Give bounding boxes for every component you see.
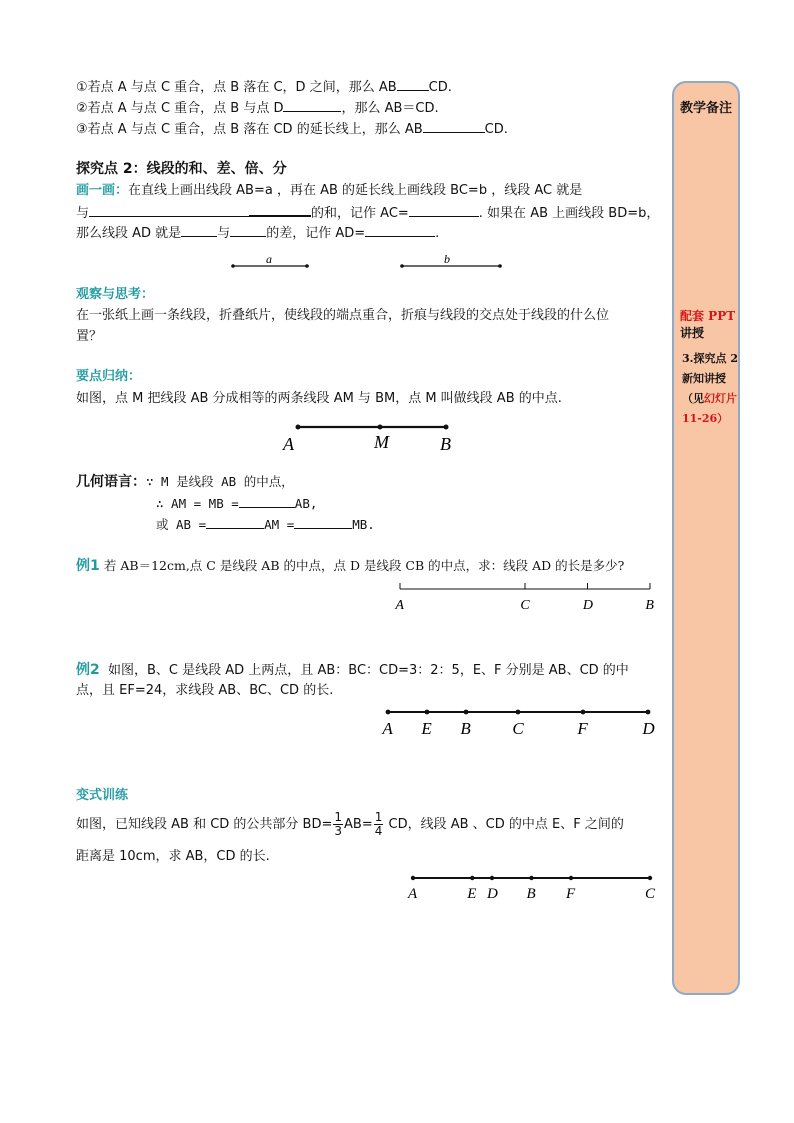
question-2: ②若点 A 与点 C 重合，点 B 与点 D ，那么 AB＝CD.: [76, 101, 439, 116]
variant-figure: [400, 868, 665, 904]
ppt-note: 配套 PPT讲授: [680, 309, 736, 340]
point-a: [386, 710, 391, 715]
segment-b-label: b: [444, 252, 450, 266]
point-f: [581, 710, 586, 715]
label-d: D: [642, 719, 655, 738]
label-c: C: [520, 598, 530, 613]
answer-blank[interactable]: [397, 78, 429, 91]
section-title-summary: 要点归纳：: [76, 369, 142, 384]
label-a: A: [408, 886, 418, 902]
answer-blank[interactable]: [249, 203, 311, 217]
label-c: C: [645, 886, 656, 902]
label-d: D: [487, 886, 498, 902]
slide-note: 3.探究点 2 新知讲授 （见幻灯片 11-26）: [682, 352, 738, 425]
point-d: [490, 876, 494, 880]
section-title-explore-2: 探究点 2：线段的和、差、倍、分: [76, 161, 287, 177]
answer-blank[interactable]: [230, 224, 266, 237]
draw-line-1: 画一画：在直线上画出线段 AB=a ，再在 AB 的延长线上画线段 BC=b ，线段 AC 就是: [76, 183, 583, 198]
label-b: B: [440, 434, 451, 454]
answer-blank[interactable]: [283, 99, 341, 112]
label-b: B: [645, 598, 654, 613]
point-c: [516, 710, 521, 715]
label-b: B: [460, 719, 471, 738]
answer-blank[interactable]: [239, 495, 295, 508]
label-a: A: [382, 719, 393, 738]
example-2-line-1: 例2 如图，B、C 是线段 AD 上两点，且 AB：BC：CD=3：2：5，E、F 分别是 AB、CD 的中: [76, 662, 629, 678]
answer-blank[interactable]: [206, 516, 264, 529]
point-e: [425, 710, 430, 715]
teaching-notes-panel: [672, 81, 740, 995]
segment-b-start: [400, 264, 404, 268]
point-a: [296, 425, 301, 430]
section-title-variant: 变式训练: [76, 788, 129, 803]
point-b: [444, 425, 449, 430]
section-title-observe: 观察与思考：: [76, 287, 155, 302]
fraction-one-quarter: $\frac{1}{4}$: [374, 810, 383, 838]
label-m: M: [374, 432, 389, 452]
label-d: D: [582, 598, 594, 613]
point-d: [646, 710, 651, 715]
point-e: [470, 876, 474, 880]
label-f: F: [577, 719, 588, 738]
question-1: ①若点 A 与点 C 重合，点 B 落在 C，D 之间，那么 AB CD.: [76, 80, 452, 95]
draw-line-3: 那么线段 AD 就是 与 的差，记作 AD= .: [76, 226, 440, 241]
observe-line-1: 在一张纸上画一条线段，折叠纸片，使线段的端点重合，折痕与线段的交点处于线段的什么位: [76, 308, 610, 323]
segment-a-end: [305, 264, 309, 268]
label-a: A: [283, 434, 294, 454]
answer-blank[interactable]: [409, 204, 479, 217]
variant-line-2: 距离是 10cm，求 AB，CD 的长.: [76, 849, 270, 864]
question-3: ③若点 A 与点 C 重合，点 B 落在 CD 的延长线上，那么 AB CD.: [76, 122, 508, 137]
label-c: C: [512, 719, 524, 738]
answer-blank[interactable]: [181, 224, 217, 237]
point-b: [529, 876, 533, 880]
example-1-figure: [390, 578, 660, 614]
label-b: B: [526, 886, 536, 902]
segment-a-label: a: [266, 252, 272, 266]
point-m: [378, 425, 383, 430]
point-c: [648, 876, 652, 880]
answer-blank[interactable]: [294, 516, 352, 529]
label-e: E: [421, 719, 432, 738]
answer-blank[interactable]: [89, 204, 249, 217]
answer-blank[interactable]: [423, 120, 485, 133]
label-f: F: [566, 886, 576, 902]
example-2-line-2: 点，且 EF=24，求线段 AB、BC、CD 的长.: [76, 683, 334, 698]
point-b: [464, 710, 469, 715]
geo-line-2: ∴ AM = MB = AB,: [156, 496, 318, 511]
label-a: A: [395, 598, 404, 613]
point-f: [569, 876, 573, 880]
point-a: [411, 876, 415, 880]
label-e: E: [467, 886, 477, 902]
answer-blank[interactable]: [365, 224, 435, 237]
midpoint-figure: [276, 418, 466, 456]
example-2-figure: [376, 702, 666, 740]
example-1: 例1 若 AB＝12cm,点 C 是线段 AB 的中点，点 D 是线段 CB 的中点，求：线段 AD 的长是多少?: [76, 558, 625, 574]
segment-b-end: [498, 264, 502, 268]
geo-line-3: 或 AB = AM = MB.: [156, 517, 375, 532]
variant-line-1: 如图，已知线段 AB 和 CD 的公共部分 BD= $\frac{1}{3}$ AB= $\frac{1}{4}$ CD，线段 AB 、CD 的中点 E、F 之间的: [76, 810, 624, 838]
fraction-one-third: $\frac{1}{3}$: [334, 810, 343, 838]
observe-line-2: 置？: [76, 329, 103, 344]
segment-figure-a-b: [225, 250, 515, 274]
geo-language-title: 几何语言：∵ M 是线段 AB 的中点，: [76, 474, 294, 490]
segment-a-start: [231, 264, 235, 268]
teaching-notes-title: 教学备注: [679, 101, 732, 116]
summary-text: 如图，点 M 把线段 AB 分成相等的两条线段 AM 与 BM，点 M 叫做线段 AB 的中点.: [76, 391, 562, 406]
draw-line-2: 与 的和，记作 AC= . 如果在 AB 上画线段 BD=b，: [76, 203, 659, 223]
